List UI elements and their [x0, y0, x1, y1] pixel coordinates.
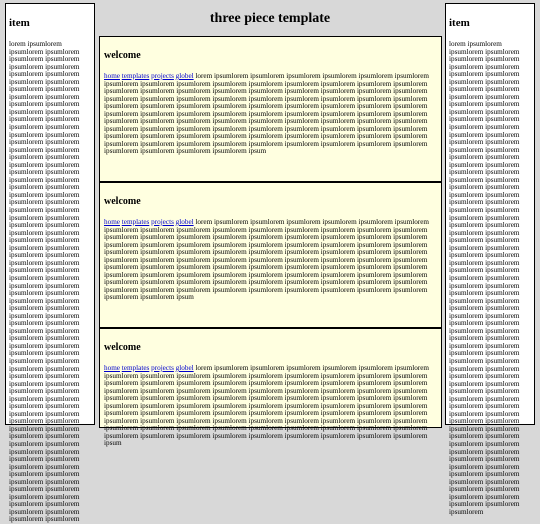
right-sidebar-text: lorem ipsumlorem ipsumlorem ipsumlorem ipsumlorem ipsumlorem ipsumlorem ipsumlorem ipsumlorem ipsumlorem ipsumlorem ipsumlorem ipsumlorem ipsumlorem ipsumlorem ipsumlorem ipsumlorem ipsumlorem ipsumlorem ipsumlorem ipsumlorem ipsumlorem ipsumlorem ipsumlorem ipsumlorem ipsumlorem ipsumlorem ipsumlorem ipsumlorem ipsumlorem ipsumlorem ipsumlorem ipsumlorem ipsumlorem ipsumlorem ipsumlorem ipsumlorem ipsumlorem ipsumlorem ipsumlorem ipsumlorem ipsumlorem ipsumlorem ipsumlorem ipsumlorem ipsumlorem ipsumlorem ipsumlorem ipsumlorem ipsumlorem ipsumlorem ipsumlorem ipsumlorem ipsumlorem ipsumlorem ipsumlorem ipsumlorem ipsumlorem ipsumlorem ipsumlorem ipsumlorem ipsumlorem ipsumlorem ipsumlorem ipsumlorem ipsumlorem ipsumlorem ipsumlorem ipsumlorem ipsumlorem ipsumlorem ipsumlorem ipsumlorem ipsumlorem ipsumlorem ipsumlorem ipsumlorem ipsumlorem ipsumlorem ipsumlorem ipsumlorem ipsumlorem ipsumlorem ipsumlorem ipsumlorem ipsumlorem ipsumlorem ipsumlorem ipsumlorem ipsumlorem ipsumlorem ipsumlorem ipsumlorem ipsumlorem ipsumlorem ipsumlorem ipsumlorem ipsumlorem ipsumlorem ipsumlorem ipsumlorem ipsumlorem ipsumlorem ipsumlorem ipsumlorem ipsumlorem ipsumlorem ipsumlorem ipsumlorem ipsumlorem ipsumlorem ipsumlorem ipsumlorem ipsumlorem ipsumlorem ipsumlorem ipsumlorem ipsumlorem ipsumlorem ipsumlorem ipsumlorem ipsumlorem ipsumlorem ipsumlorem ipsumlorem [449, 40, 520, 516]
link-templates[interactable]: templates [121, 72, 150, 80]
link-home[interactable]: home [104, 218, 120, 226]
block-body [104, 365, 437, 448]
content-block [99, 36, 442, 182]
left-sidebar-heading: item [9, 17, 30, 29]
page-title: three piece template [209, 11, 331, 26]
link-globel[interactable]: globel [175, 218, 194, 226]
link-templates[interactable]: templates [121, 218, 150, 226]
block-text: lorem ipsumlorem ipsumlorem ipsumlorem ipsumlorem ipsumlorem ipsumlorem ipsumlorem ipsumlorem ipsumlorem ipsumlorem ipsumlorem ipsumlorem ipsumlorem ipsumlorem ipsumlorem ipsumlorem ipsumlorem ipsumlorem ipsumlorem ipsumlorem ipsumlorem ipsumlorem ipsumlorem ipsumlorem ipsumlorem ipsumlorem ipsumlorem ipsumlorem ipsumlorem ipsumlorem ipsumlorem ipsumlorem ipsumlorem ipsumlorem ipsumlorem ipsumlorem ipsumlorem ipsumlorem ipsumlorem ipsumlorem ipsumlorem ipsumlorem ipsumlorem ipsumlorem ipsumlorem ipsumlorem ipsumlorem ipsumlorem ipsumlorem ipsumlorem ipsumlorem ipsumlorem ipsumlorem ipsumlorem ipsumlorem ipsumlorem ipsumlorem ipsumlorem ipsumlorem ipsumlorem ipsumlorem ipsumlorem ipsumlorem ipsumlorem ipsumlorem ipsumlorem ipsumlorem ipsumlorem ipsumlorem ipsumlorem ipsumlorem ipsumlorem ipsumlorem ipsumlorem ipsumlorem ipsumlorem ipsumlorem ipsumlorem ipsumlorem ipsumlorem ipsumlorem ipsumlorem ipsumlorem ipsumlorem ipsumlorem ipsumlorem ipsumlorem ipsum [104, 364, 430, 448]
link-projects[interactable]: projects [151, 218, 174, 226]
block-body [104, 73, 437, 156]
link-templates[interactable]: templates [121, 364, 150, 372]
block-body [104, 219, 437, 302]
link-globel[interactable]: globel [175, 72, 194, 80]
block-heading: welcome [104, 196, 141, 207]
right-sidebar-heading: item [449, 17, 470, 29]
link-globel[interactable]: globel [175, 364, 194, 372]
block-heading: welcome [104, 342, 141, 353]
left-sidebar [5, 3, 95, 524]
block-heading: welcome [104, 50, 141, 61]
link-projects[interactable]: projects [151, 364, 174, 372]
link-projects[interactable]: projects [151, 72, 174, 80]
content-block [99, 182, 442, 328]
content-block [99, 328, 442, 448]
block-text: lorem ipsumlorem ipsumlorem ipsumlorem ipsumlorem ipsumlorem ipsumlorem ipsumlorem ipsumlorem ipsumlorem ipsumlorem ipsumlorem ipsumlorem ipsumlorem ipsumlorem ipsumlorem ipsumlorem ipsumlorem ipsumlorem ipsumlorem ipsumlorem ipsumlorem ipsumlorem ipsumlorem ipsumlorem ipsumlorem ipsumlorem ipsumlorem ipsumlorem ipsumlorem ipsumlorem ipsumlorem ipsumlorem ipsumlorem ipsumlorem ipsumlorem ipsumlorem ipsumlorem ipsumlorem ipsumlorem ipsumlorem ipsumlorem ipsumlorem ipsumlorem ipsumlorem ipsumlorem ipsumlorem ipsumlorem ipsumlorem ipsumlorem ipsumlorem ipsumlorem ipsumlorem ipsumlorem ipsumlorem ipsumlorem ipsumlorem ipsumlorem ipsumlorem ipsumlorem ipsumlorem ipsumlorem ipsumlorem ipsumlorem ipsumlorem ipsumlorem ipsumlorem ipsumlorem ipsumlorem ipsumlorem ipsumlorem ipsumlorem ipsumlorem ipsumlorem ipsumlorem ipsumlorem ipsumlorem ipsumlorem ipsumlorem ipsumlorem ipsumlorem ipsumlorem ipsumlorem ipsumlorem ipsumlorem ipsumlorem ipsumlorem ipsumlorem ipsumlorem ipsumlorem ipsumlorem ipsumlorem ipsum [104, 72, 430, 156]
right-sidebar [445, 3, 535, 516]
left-sidebar-text: lorem ipsumlorem ipsumlorem ipsumlorem ipsumlorem ipsumlorem ipsumlorem ipsumlorem ipsumlorem ipsumlorem ipsumlorem ipsumlorem ipsumlorem ipsumlorem ipsumlorem ipsumlorem ipsumlorem ipsumlorem ipsumlorem ipsumlorem ipsumlorem ipsumlorem ipsumlorem ipsumlorem ipsumlorem ipsumlorem ipsumlorem ipsumlorem ipsumlorem ipsumlorem ipsumlorem ipsumlorem ipsumlorem ipsumlorem ipsumlorem ipsumlorem ipsumlorem ipsumlorem ipsumlorem ipsumlorem ipsumlorem ipsumlorem ipsumlorem ipsumlorem ipsumlorem ipsumlorem ipsumlorem ipsumlorem ipsumlorem ipsumlorem ipsumlorem ipsumlorem ipsumlorem ipsumlorem ipsumlorem ipsumlorem ipsumlorem ipsumlorem ipsumlorem ipsumlorem ipsumlorem ipsumlorem ipsumlorem ipsumlorem ipsumlorem ipsumlorem ipsumlorem ipsumlorem ipsumlorem ipsumlorem ipsumlorem ipsumlorem ipsumlorem ipsumlorem ipsumlorem ipsumlorem ipsumlorem ipsumlorem ipsumlorem ipsumlorem ipsumlorem ipsumlorem ipsumlorem ipsumlorem ipsumlorem ipsumlorem ipsumlorem ipsumlorem ipsumlorem ipsumlorem ipsumlorem ipsumlorem ipsumlorem ipsumlorem ipsumlorem ipsumlorem ipsumlorem ipsumlorem ipsumlorem ipsumlorem ipsumlorem ipsumlorem ipsumlorem ipsumlorem ipsumlorem ipsumlorem ipsumlorem ipsumlorem ipsumlorem ipsumlorem ipsumlorem ipsumlorem ipsumlorem ipsumlorem ipsumlorem ipsumlorem ipsumlorem ipsumlorem ipsumlorem ipsumlorem ipsumlorem ipsumlorem ipsumlorem ipsumlorem ipsumlorem ipsumlorem ipsumlorem ipsumlorem [9, 40, 80, 524]
link-home[interactable]: home [104, 364, 120, 372]
block-text: lorem ipsumlorem ipsumlorem ipsumlorem ipsumlorem ipsumlorem ipsumlorem ipsumlorem ipsumlorem ipsumlorem ipsumlorem ipsumlorem ipsumlorem ipsumlorem ipsumlorem ipsumlorem ipsumlorem ipsumlorem ipsumlorem ipsumlorem ipsumlorem ipsumlorem ipsumlorem ipsumlorem ipsumlorem ipsumlorem ipsumlorem ipsumlorem ipsumlorem ipsumlorem ipsumlorem ipsumlorem ipsumlorem ipsumlorem ipsumlorem ipsumlorem ipsumlorem ipsumlorem ipsumlorem ipsumlorem ipsumlorem ipsumlorem ipsumlorem ipsumlorem ipsumlorem ipsumlorem ipsumlorem ipsumlorem ipsumlorem ipsumlorem ipsumlorem ipsumlorem ipsumlorem ipsumlorem ipsumlorem ipsumlorem ipsumlorem ipsumlorem ipsumlorem ipsumlorem ipsumlorem ipsumlorem ipsumlorem ipsumlorem ipsumlorem ipsumlorem ipsumlorem ipsumlorem ipsumlorem ipsumlorem ipsumlorem ipsumlorem ipsumlorem ipsumlorem ipsumlorem ipsumlorem ipsumlorem ipsumlorem ipsumlorem ipsumlorem ipsumlorem ipsumlorem ipsumlorem ipsumlorem ipsumlorem ipsumlorem ipsumlorem ipsumlorem ipsumlorem ipsumlorem ipsum [104, 218, 430, 302]
link-home[interactable]: home [104, 72, 120, 80]
